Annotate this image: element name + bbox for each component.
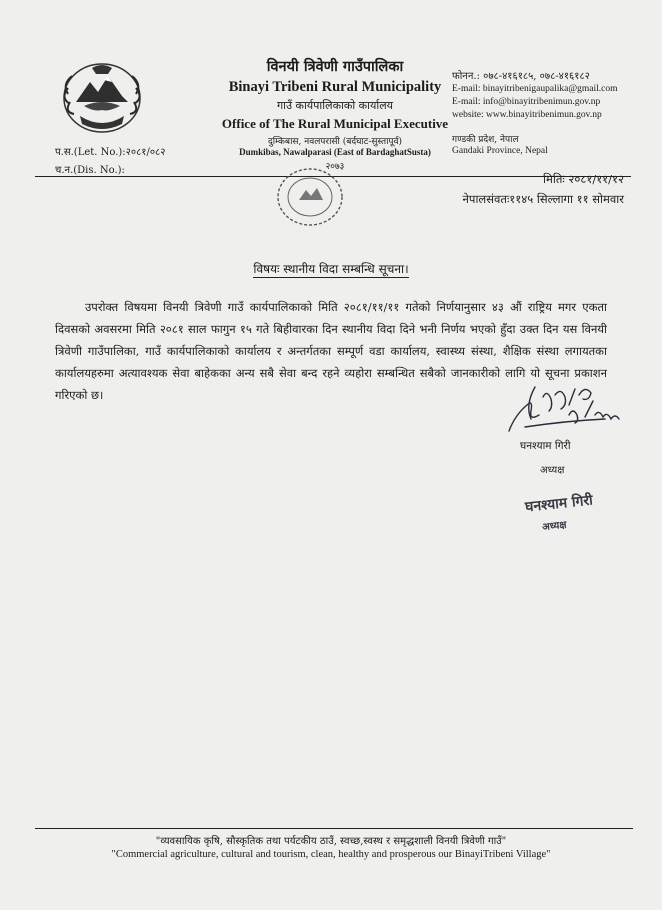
- footer-divider: [35, 828, 633, 829]
- signer-title: अध्यक्ष: [540, 465, 565, 476]
- phone-numbers: फोनन.: ०७८-४१६१८५, ०७८-४१६१८२: [452, 71, 590, 82]
- letter-number: प.स.(Let. No.):२०८१/०८२: [55, 147, 166, 158]
- footer-slogan-english: "Commercial agriculture, cultural and tourism, clean, healthy and prosperous our BinayiTribeni Village": [111, 849, 551, 860]
- office-name-english: Office of The Rural Municipal Executive: [221, 116, 449, 131]
- office-seal-icon: [275, 166, 345, 228]
- footer-slogan-nepali: "व्यवसायिक कृषि, सौस्कृतिक तथा पर्यटकीय ठाउँ, स्वच्छ,स्वस्थ र समृद्धशाली विनयी त्रिवेणी गाउँ": [155, 836, 507, 847]
- subject-text: विषयः स्थानीय विदा सम्बन्धि सूचना।: [253, 262, 409, 276]
- notice-subject: [0, 260, 662, 277]
- notice-body: उपरोक्त विषयमा विनयी त्रिवेणी गाउँ कार्यपालिकाको मिति २०८१/११/११ गतेको निर्णयानुसार ४३ औं राष्ट्रिय मगर एकता दिवसको अवसरमा मिति २०८१ साल फागुन १५ गते बिहीवारका दिन स्थानीय विदा दिने भनी निर्णय भएको हुँदा उक्त दिन यस विनयी त्रिवेणी गाउँपालिका, गाउँ कार्यपालिकाको कार्यालय र अन्तर्गतका सम्पूर्ण वडा कार्यालय, स्वास्थ्य संस्था, शैक्षिक संस्था लगायतका कार्यालयहरुमा अत्यावश्यक सेवा बाहेकका अन्य सबै सेवा बन्द रहने व्यहोरा सम्बन्धित सबैको जानकारीको लागि यो सूचना प्रकाशन गरिएको छ।: [55, 300, 607, 402]
- stamp-name: घनश्याम गिरी: [524, 492, 594, 516]
- province-nepali: गण्डकी प्रदेश, नेपाल: [452, 135, 519, 145]
- website-link[interactable]: website: www.binayitribenimun.gov.np: [452, 110, 602, 120]
- signer-name: घनश्याम गिरी: [520, 440, 571, 452]
- nepal-emblem-icon: [58, 54, 146, 140]
- issue-date: मितिः २०८१/११/१२: [543, 172, 624, 186]
- address-nepali: दुम्किबास, नवलपरासी (बर्दघाट-सुस्तापूर्व): [267, 137, 403, 147]
- email-primary[interactable]: E-mail: binayitribenigaupalika@gmail.com: [452, 84, 618, 94]
- nepal-samvat-date: नेपालसंवतः११४५ सिल्लागा ११ सोमवार: [462, 192, 624, 206]
- stamp-title: अध्यक्ष: [541, 519, 568, 534]
- handwritten-signature-icon: [505, 375, 640, 445]
- municipality-name-english: Binayi Tribeni Rural Municipality: [228, 79, 442, 95]
- email-secondary[interactable]: E-mail: info@binayitribenimun.gov.np: [452, 97, 601, 107]
- office-name-nepali: गाउँ कार्यपालिकाको कार्यालय: [276, 99, 394, 112]
- dispatch-number: च.न.(Dis. No.):: [55, 165, 125, 176]
- address-english: Dumkibas, Nawalparasi (East of BardaghatSusta): [239, 147, 431, 157]
- established-year: २०७३: [325, 162, 345, 172]
- province-english: Gandaki Province, Nepal: [452, 146, 548, 156]
- municipality-name-nepali: विनयी त्रिवेणी गाउँपालिका: [266, 58, 404, 75]
